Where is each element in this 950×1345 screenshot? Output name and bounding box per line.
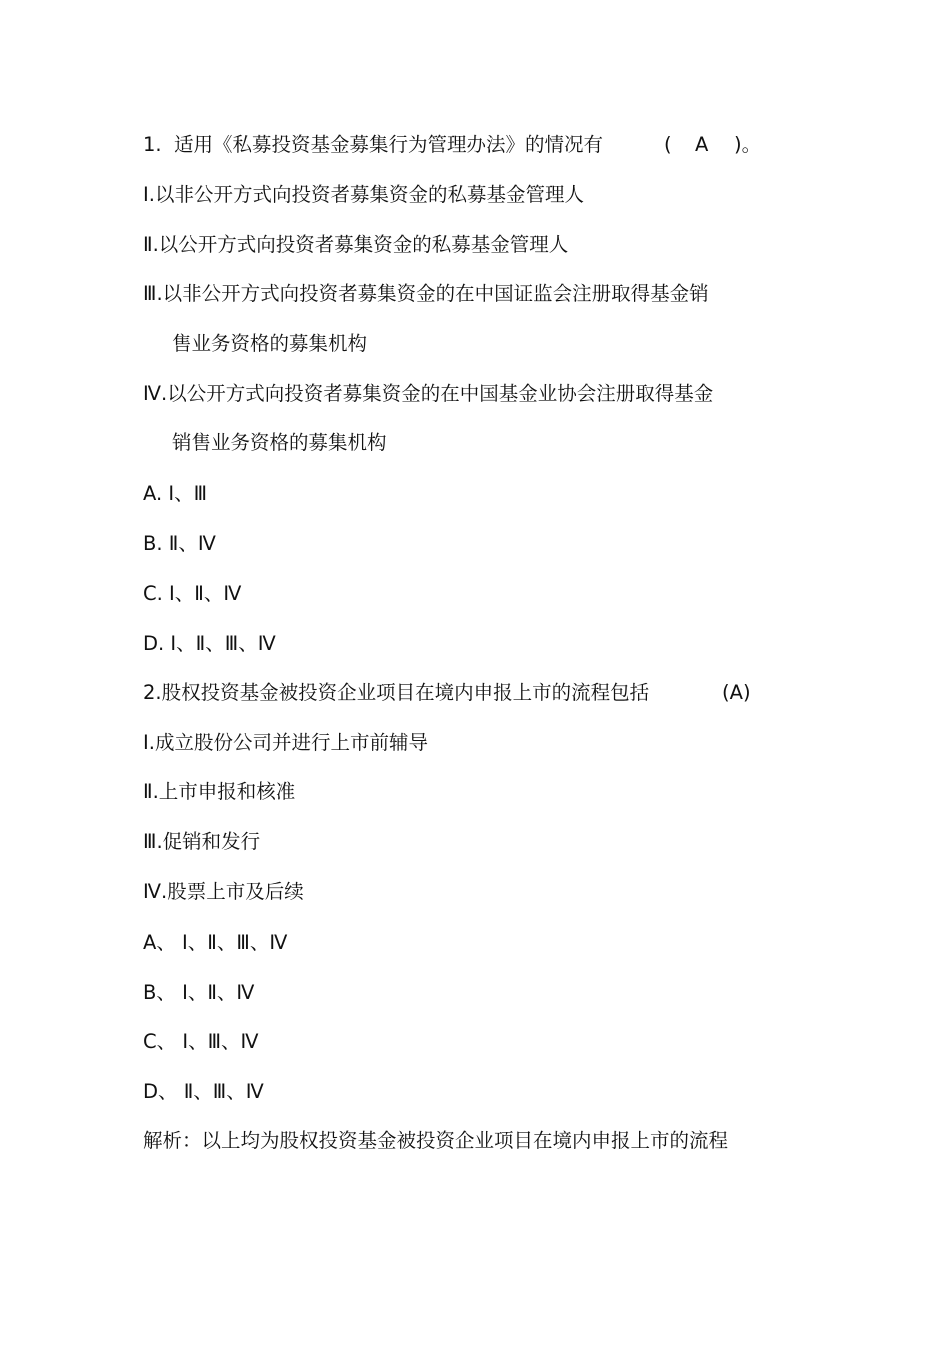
q2-item-4: Ⅳ.股票上市及后续 xyxy=(143,880,304,903)
q1-answer: A xyxy=(695,133,709,156)
q1-item-4-cont: 销售业务资格的募集机构 xyxy=(172,431,387,454)
q1-item-3: Ⅲ.以非公开方式向投资者募集资金的在中国证监会注册取得基金销 xyxy=(143,282,709,305)
q2-answer: (A) xyxy=(722,681,751,704)
q2-analysis: 解析：以上均为股权投资基金被投资企业项目在境内申报上市的流程 xyxy=(143,1129,729,1152)
q1-answer-open: ( xyxy=(664,133,672,156)
q1-answer-close: )。 xyxy=(734,133,762,156)
q1-item-4: Ⅳ.以公开方式向投资者募集资金的在中国基金业协会注册取得基金 xyxy=(143,382,714,405)
q2-option-a: A、 Ⅰ、Ⅱ、Ⅲ、Ⅳ xyxy=(143,931,288,954)
q2-option-c: C、 Ⅰ、Ⅲ、Ⅳ xyxy=(143,1030,259,1053)
q2-item-3: Ⅲ.促销和发行 xyxy=(143,830,261,853)
q2-item-2: Ⅱ.上市申报和核准 xyxy=(143,780,296,803)
q2-option-b: B、 Ⅰ、Ⅱ、Ⅳ xyxy=(143,981,255,1004)
q1-option-b: B. Ⅱ、Ⅳ xyxy=(143,532,216,555)
q2-stem: 2.股权投资基金被投资企业项目在境内申报上市的流程包括 xyxy=(143,681,650,704)
q1-option-a: A. Ⅰ、Ⅲ xyxy=(143,482,208,505)
q1-option-d: D. Ⅰ、Ⅱ、Ⅲ、Ⅳ xyxy=(143,632,276,655)
q1-item-2: Ⅱ.以公开方式向投资者募集资金的私募基金管理人 xyxy=(143,233,569,256)
q1-item-3-cont: 售业务资格的募集机构 xyxy=(172,332,368,355)
q1-stem: 1. 适用《私募投资基金募集行为管理办法》的情况有 xyxy=(143,133,604,156)
q2-option-d: D、 Ⅱ、Ⅲ、Ⅳ xyxy=(143,1080,264,1103)
q1-option-c: C. Ⅰ、Ⅱ、Ⅳ xyxy=(143,582,242,605)
q1-item-1: Ⅰ.以非公开方式向投资者募集资金的私募基金管理人 xyxy=(143,183,584,206)
q2-item-1: Ⅰ.成立股份公司并进行上市前辅导 xyxy=(143,731,428,754)
